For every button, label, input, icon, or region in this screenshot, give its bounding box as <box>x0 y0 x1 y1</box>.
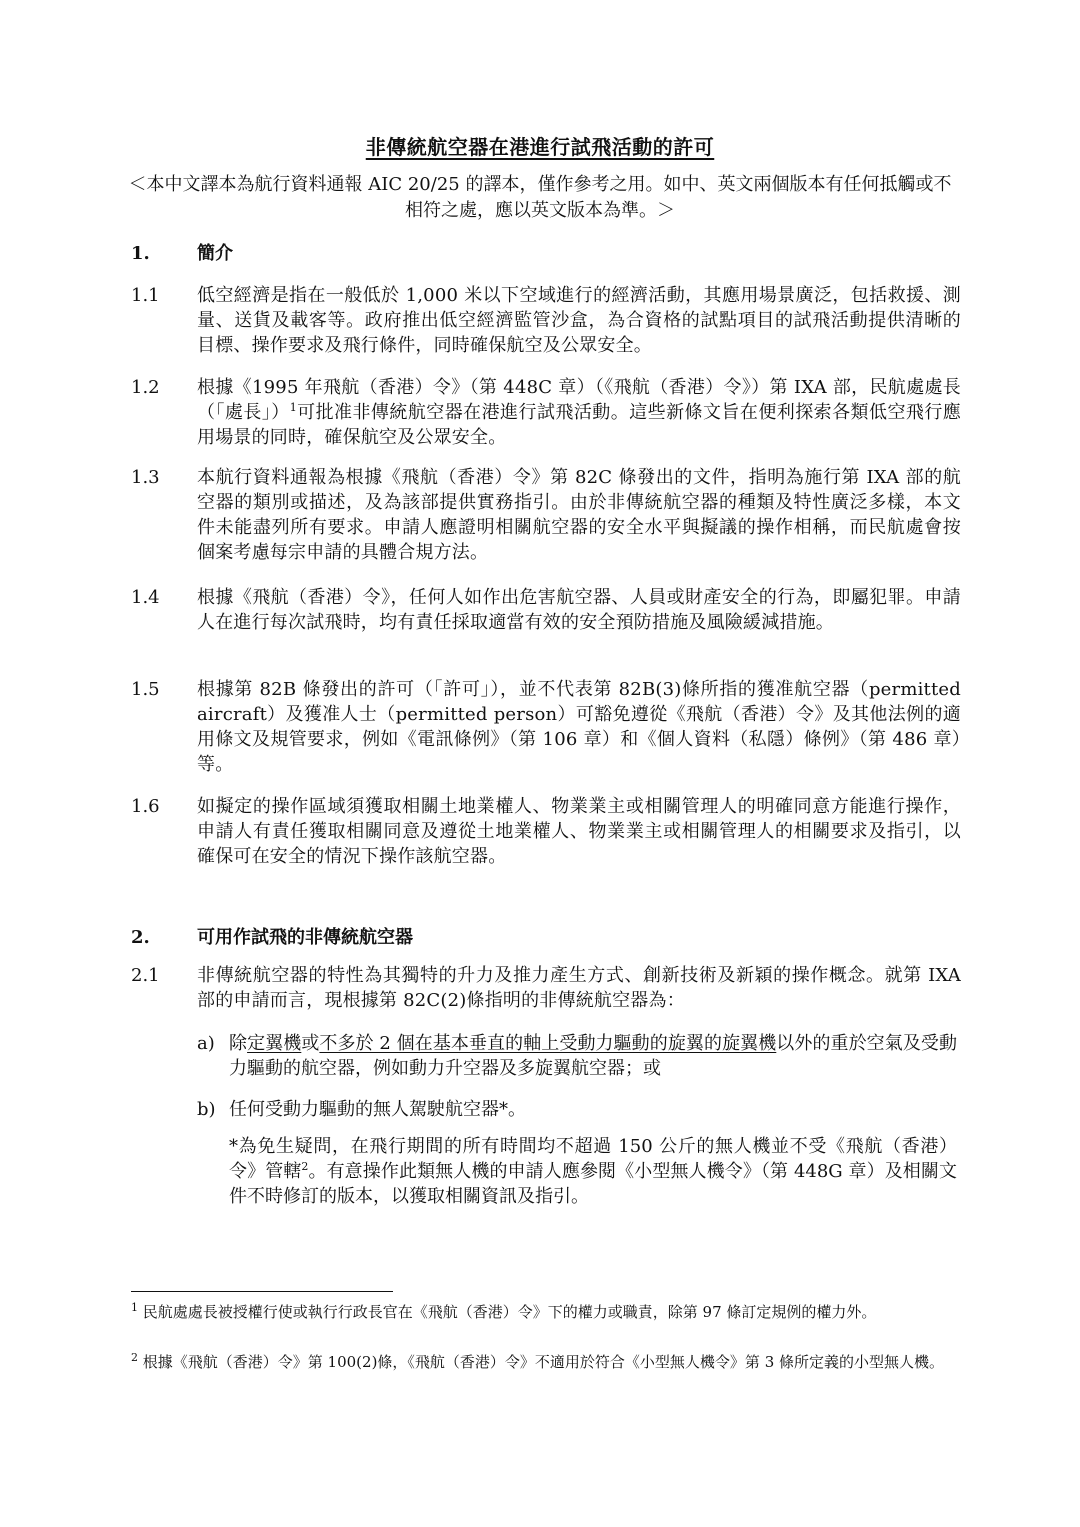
asterisk-note-part: 。有意操作此類無人機的申請人應參閱《小型無人機令》（第 448G 章）及相關文件不時修訂的版本，以獲取相關資訊及指引。 <box>229 1161 957 1207</box>
paragraph-1-1 <box>131 283 961 358</box>
asterisk-note <box>229 1134 957 1209</box>
footnote-1 <box>131 1301 951 1323</box>
paragraph-1-3 <box>131 465 961 565</box>
footnote-text: 根據《飛航（香港）令》第 100(2)條，《飛航（香港）令》不適用於符合《小型無人機令》第 3 條所定義的小型無人機。 <box>142 1353 945 1371</box>
section-title: 簡介 <box>197 243 233 264</box>
paragraph-number: 2.1 <box>131 965 160 986</box>
paragraph-number: 1.6 <box>131 796 160 817</box>
section-number: 2. <box>131 927 150 948</box>
list-item-text-part: 除 <box>229 1033 248 1054</box>
list-item-text-part: 或 <box>301 1033 320 1054</box>
list-item-text <box>229 1031 957 1081</box>
underlined-term: 定翼機 <box>247 1033 302 1054</box>
paragraph-text: 根據《飛航（香港）令》，任何人如作出危害航空器、人員或財產安全的行為，即屬犯罪。申請人在進行每次試飛時，均有責任採取適當有效的安全預防措施及風險緩減措施。 <box>197 587 961 633</box>
list-item-text-part: 以外的重於空氣及受動力驅動的航空器，例如動力升空器及多旋翼航空器；或 <box>229 1033 957 1079</box>
footnote-mark: 1 <box>131 1301 138 1314</box>
paragraph-number: 1.2 <box>131 377 160 398</box>
section-1-heading <box>131 241 961 267</box>
underlined-term: 不多於 2 個在基本垂直的軸上受動力驅動的旋翼的旋翼機 <box>319 1033 777 1054</box>
section-2-heading <box>131 925 961 951</box>
paragraph-number: 1.3 <box>131 467 160 488</box>
paragraph-text: 如擬定的操作區域須獲取相關土地業權人、物業業主或相關管理人的明確同意方能進行操作，申請人有責任獲取相關同意及遵從土地業權人、物業業主或相關管理人的相關要求及指引，以確保可在安全的情況下操作該航空器。 <box>197 796 961 867</box>
paragraph-1-6 <box>131 794 961 869</box>
translation-note: ＜本中文譯本為航行資料通報 AIC 20/25 的譯本，僅作參考之用。如中、英文兩個版本有任何抵觸或不相符之處，應以英文版本為準。＞ <box>128 174 952 221</box>
footnote-ref: 2 <box>301 1160 309 1173</box>
footnote-text: 民航處處長被授權行使或執行行政長官在《飛航（香港）令》下的權力或職責，除第 97 條訂定規例的權力外。 <box>142 1303 877 1321</box>
section-number: 1. <box>131 243 150 264</box>
section-title: 可用作試飛的非傳統航空器 <box>197 927 413 948</box>
paragraph-1-4 <box>131 585 961 635</box>
footnote-mark: 2 <box>131 1351 138 1364</box>
paragraph-text: 非傳統航空器的特性為其獨特的升力及推力產生方式、創新技術及新穎的操作概念。就第 IXA 部的申請而言，現根據第 82C(2)條指明的非傳統航空器為： <box>197 965 961 1011</box>
paragraph-text: 本航行資料通報為根據《飛航（香港）令》第 82C 條發出的文件，指明為施行第 IXA 部的航空器的類別或描述，及為該部提供實務指引。由於非傳統航空器的種類及特性廣泛多樣，本文件未能盡列所有要求。申請人應證明相關航空器的安全水平與擬議的操作相稱，而民航處會按個案考慮每宗申請的具體合規方法。 <box>197 467 961 563</box>
asterisk-note-text <box>229 1134 957 1209</box>
footnote-2 <box>131 1351 951 1373</box>
asterisk-note-part: *為免生疑問，在飛行期間的所有時間均不超過 150 公斤的無人機並不受《飛航（香港）令》管轄 <box>229 1136 957 1182</box>
footnote-ref: 1 <box>289 401 297 414</box>
list-item-text: 任何受動力驅動的無人駕駛航空器*。 <box>229 1099 526 1120</box>
paragraph-number: 1.4 <box>131 587 160 608</box>
list-item-label: a) <box>197 1033 215 1054</box>
list-item-b <box>197 1097 957 1122</box>
paragraph-number: 1.5 <box>131 679 160 700</box>
paragraph-text-part: 根據《1995 年飛航（香港）令》（第 448C 章）（《飛航（香港）令》）第 IXA 部，民航處處長（「處長」） <box>197 377 961 423</box>
paragraph-2-1 <box>131 963 961 1013</box>
paragraph-text: 根據第 82B 條發出的許可（「許可」），並不代表第 82B(3)條所指的獲准航空器（permitted aircraft）及獲准人士（permitted person）可豁免遵從《飛航（香港）令》及其他法例的適用條文及規管要求，例如《電訊條例》（第 106 章）和《個人資料（私隱）條例》（第 486 章）等。 <box>197 679 961 775</box>
paragraph-text-part: 可批准非傳統航空器在港進行試飛活動。這些新條文旨在便利探索各類低空飛行應用場景的同時，確保航空及公眾安全。 <box>197 402 961 448</box>
list-item-a <box>197 1031 957 1081</box>
paragraph-number: 1.1 <box>131 285 160 306</box>
paragraph-text <box>197 375 961 450</box>
paragraph-text: 低空經濟是指在一般低於 1,000 米以下空域進行的經濟活動，其應用場景廣泛，包括救援、測量、送貨及載客等。政府推出低空經濟監管沙盒，為合資格的試點項目的試飛活動提供清晰的目標、操作要求及飛行條件，同時確保航空及公眾安全。 <box>197 285 961 356</box>
footnote-divider <box>131 1291 393 1292</box>
list-item-label: b) <box>197 1099 216 1120</box>
page-title: 非傳統航空器在港進行試飛活動的許可 <box>365 135 715 159</box>
paragraph-1-2 <box>131 375 961 450</box>
paragraph-1-5 <box>131 677 961 777</box>
